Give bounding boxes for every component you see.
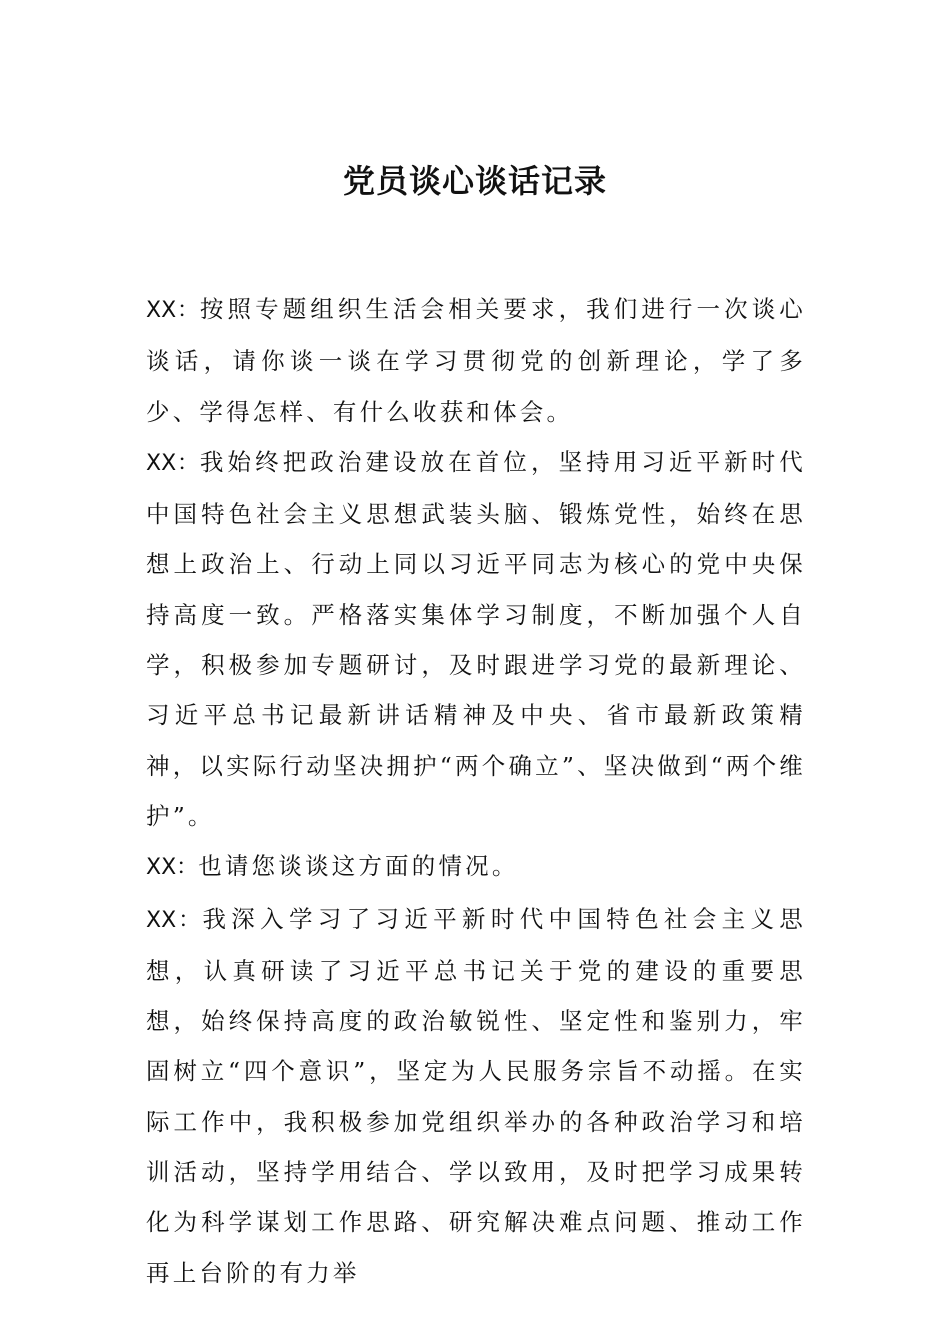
paragraph-2 — [146, 437, 806, 841]
speaker-label: XX： — [146, 298, 200, 323]
paragraph-text: 我深入学习了习近平新时代中国特色社会主义思想，认真研读了习近平总书记关于党的建设的重要思想，始终保持高度的政治敏锐性、坚定性和鉴别力，牢固树立“四个意识”，坚定为人民服务宗旨不动摇。在实际工作中，我积极参加党组织举办的各种政治学习和培训活动，坚持学用结合、学以致用，及时把学习成果转化为科学谋划工作思路、研究解决难点问题、推动工作再上台阶的有力举 — [146, 904, 806, 1287]
paragraph-1 — [146, 284, 806, 437]
paragraph-4 — [146, 894, 806, 1298]
speaker-label: XX： — [146, 907, 203, 933]
paragraph-text: 按照专题组织生活会相关要求，我们进行一次谈心谈话，请你谈一谈在学习贯彻党的创新理论，学了多少、学得怎样、有什么收获和体会。 — [146, 295, 806, 426]
document-title: 党员谈心谈话记录 — [342, 162, 607, 200]
paragraph-text: 我始终把政治建设放在首位，坚持用习近平新时代中国特色社会主义思想武装头脑、锻炼党性，始终在思想上政治上、行动上同以习近平同志为核心的党中央保持高度一致。严格落实集体学习制度，不断加强个人自学，积极参加专题研讨，及时跟进学习党的最新理论、习近平总书记最新讲话精神及中央、省市最新政策精神，以实际行动坚决拥护“两个确立”、坚决做到“两个维护”。 — [146, 447, 806, 830]
document-body — [146, 284, 806, 1298]
speaker-label: XX： — [146, 450, 200, 476]
paragraph-3 — [146, 841, 806, 893]
speaker-label: XX： — [146, 855, 199, 881]
paragraph-text: 也请您谈谈这方面的情况。 — [198, 852, 519, 881]
